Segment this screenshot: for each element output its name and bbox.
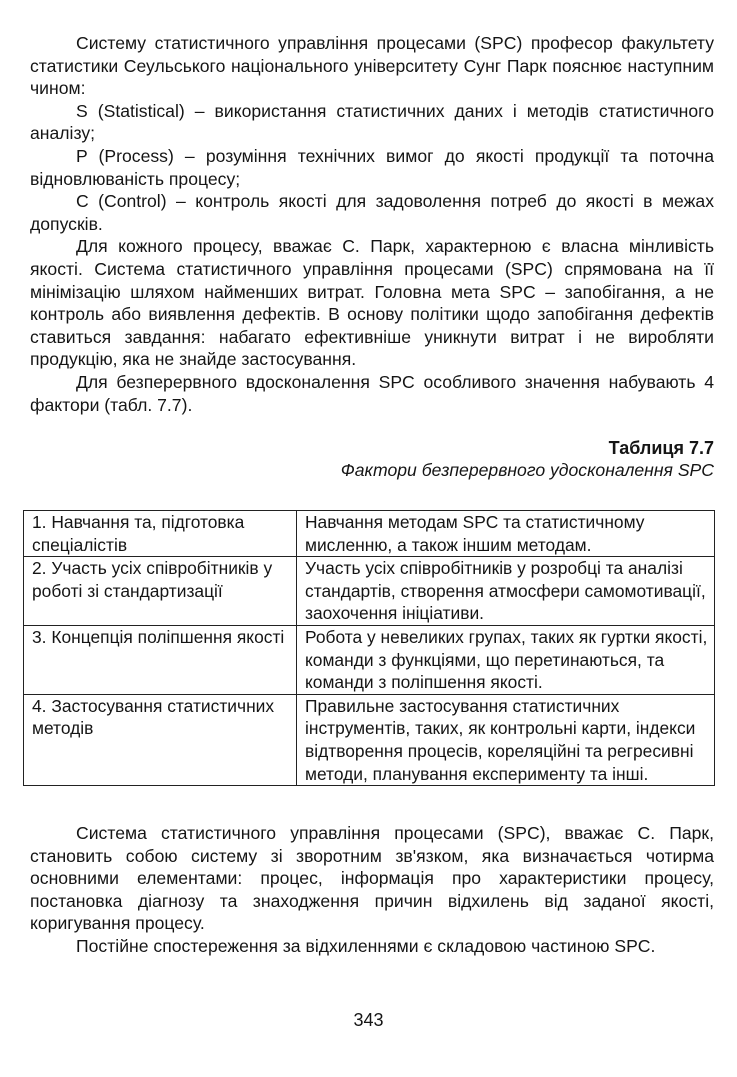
- outro-paragraph-observation: Постійне спостереження за відхиленнями є складовою частиною SPC.: [76, 935, 656, 956]
- description-cell: Правильне застосування статистичних інструментів, таких, як контрольні карти, індекси відтворення процесів, кореляційні та регресивні методи, планування експерименту та інші.: [297, 694, 715, 785]
- intro-paragraph-process: P (Process) – розуміння технічних вимог до якості продукції та поточна відновлюваність процесу;: [30, 145, 714, 189]
- intro-paragraph-variability: Для кожного процесу, вважає С. Парк, характерною є власна мінливість якості. Система статистичного управління процесами (SPC) спрямована на її мінімізацію шляхом найменших витрат. Головна мета SPC – запобігання, а не контроль або виявлення дефектів. В основу політики щодо запобігання дефектів ставиться завдання: набагато ефективніше уникнути витрат і не виробляти продукцію, яка не знайде застосування.: [30, 236, 714, 370]
- table-row: [24, 625, 715, 694]
- intro-paragraph-statistical: S (Statistical) – використання статистичних даних і методів статистичного аналізу;: [30, 100, 714, 144]
- table-row: [24, 694, 715, 785]
- description-cell: Навчання методам SPC та статистичному мисленню, а також іншим методам.: [297, 511, 715, 557]
- table-number: Таблиця 7.7: [608, 438, 714, 458]
- factor-cell: 4. Застосування статистичних методів: [24, 694, 297, 785]
- table-title: Фактори безперервного удосконалення SPC: [340, 460, 714, 480]
- table-row: [24, 511, 715, 557]
- page-number: 343: [353, 1010, 384, 1030]
- factor-cell: 2. Участь усіх співробітників у роботі зі стандартизації: [24, 557, 297, 626]
- table-caption: [341, 437, 714, 481]
- outro-text: [30, 822, 714, 958]
- factor-cell: 3. Концепція поліпшення якості: [24, 625, 297, 694]
- intro-paragraph-spc-definition: Систему статистичного управління процесами (SPC) професор факультету статистики Сеульського національного університету Сунг Парк пояснює наступним чином:: [30, 33, 714, 99]
- description-cell: Участь усіх співробітників у розробці та аналізі стандартів, створення атмосфери самомотивації, заохочення ініціативи.: [297, 557, 715, 626]
- intro-paragraph-control: C (Control) – контроль якості для задоволення потреб до якості в межах допусків.: [30, 191, 714, 234]
- factor-cell: 1. Навчання та, підготовка спеціалістів: [24, 511, 297, 557]
- intro-text: [30, 32, 714, 416]
- outro-paragraph-feedback-system: Система статистичного управління процесами (SPC), вважає С. Парк, становить собою систему зі зворотним зв'язком, яка визначається чотирма основними елементами: процес, інформація про характеристики процесу, постановка діагнозу та знаходження причин відхилень від заданої якості, коригування процесу.: [30, 823, 714, 934]
- intro-paragraph-factors: Для безперервного вдосконалення SPC особливого значення набувають 4 фактори (табл. 7.7).: [30, 371, 714, 415]
- factors-table: [23, 510, 715, 786]
- description-cell: Робота у невеликих групах, таких як гуртки якості, команди з функціями, що перетинаються, та команди з поліпшення якості.: [297, 625, 715, 694]
- table-row: [24, 557, 715, 626]
